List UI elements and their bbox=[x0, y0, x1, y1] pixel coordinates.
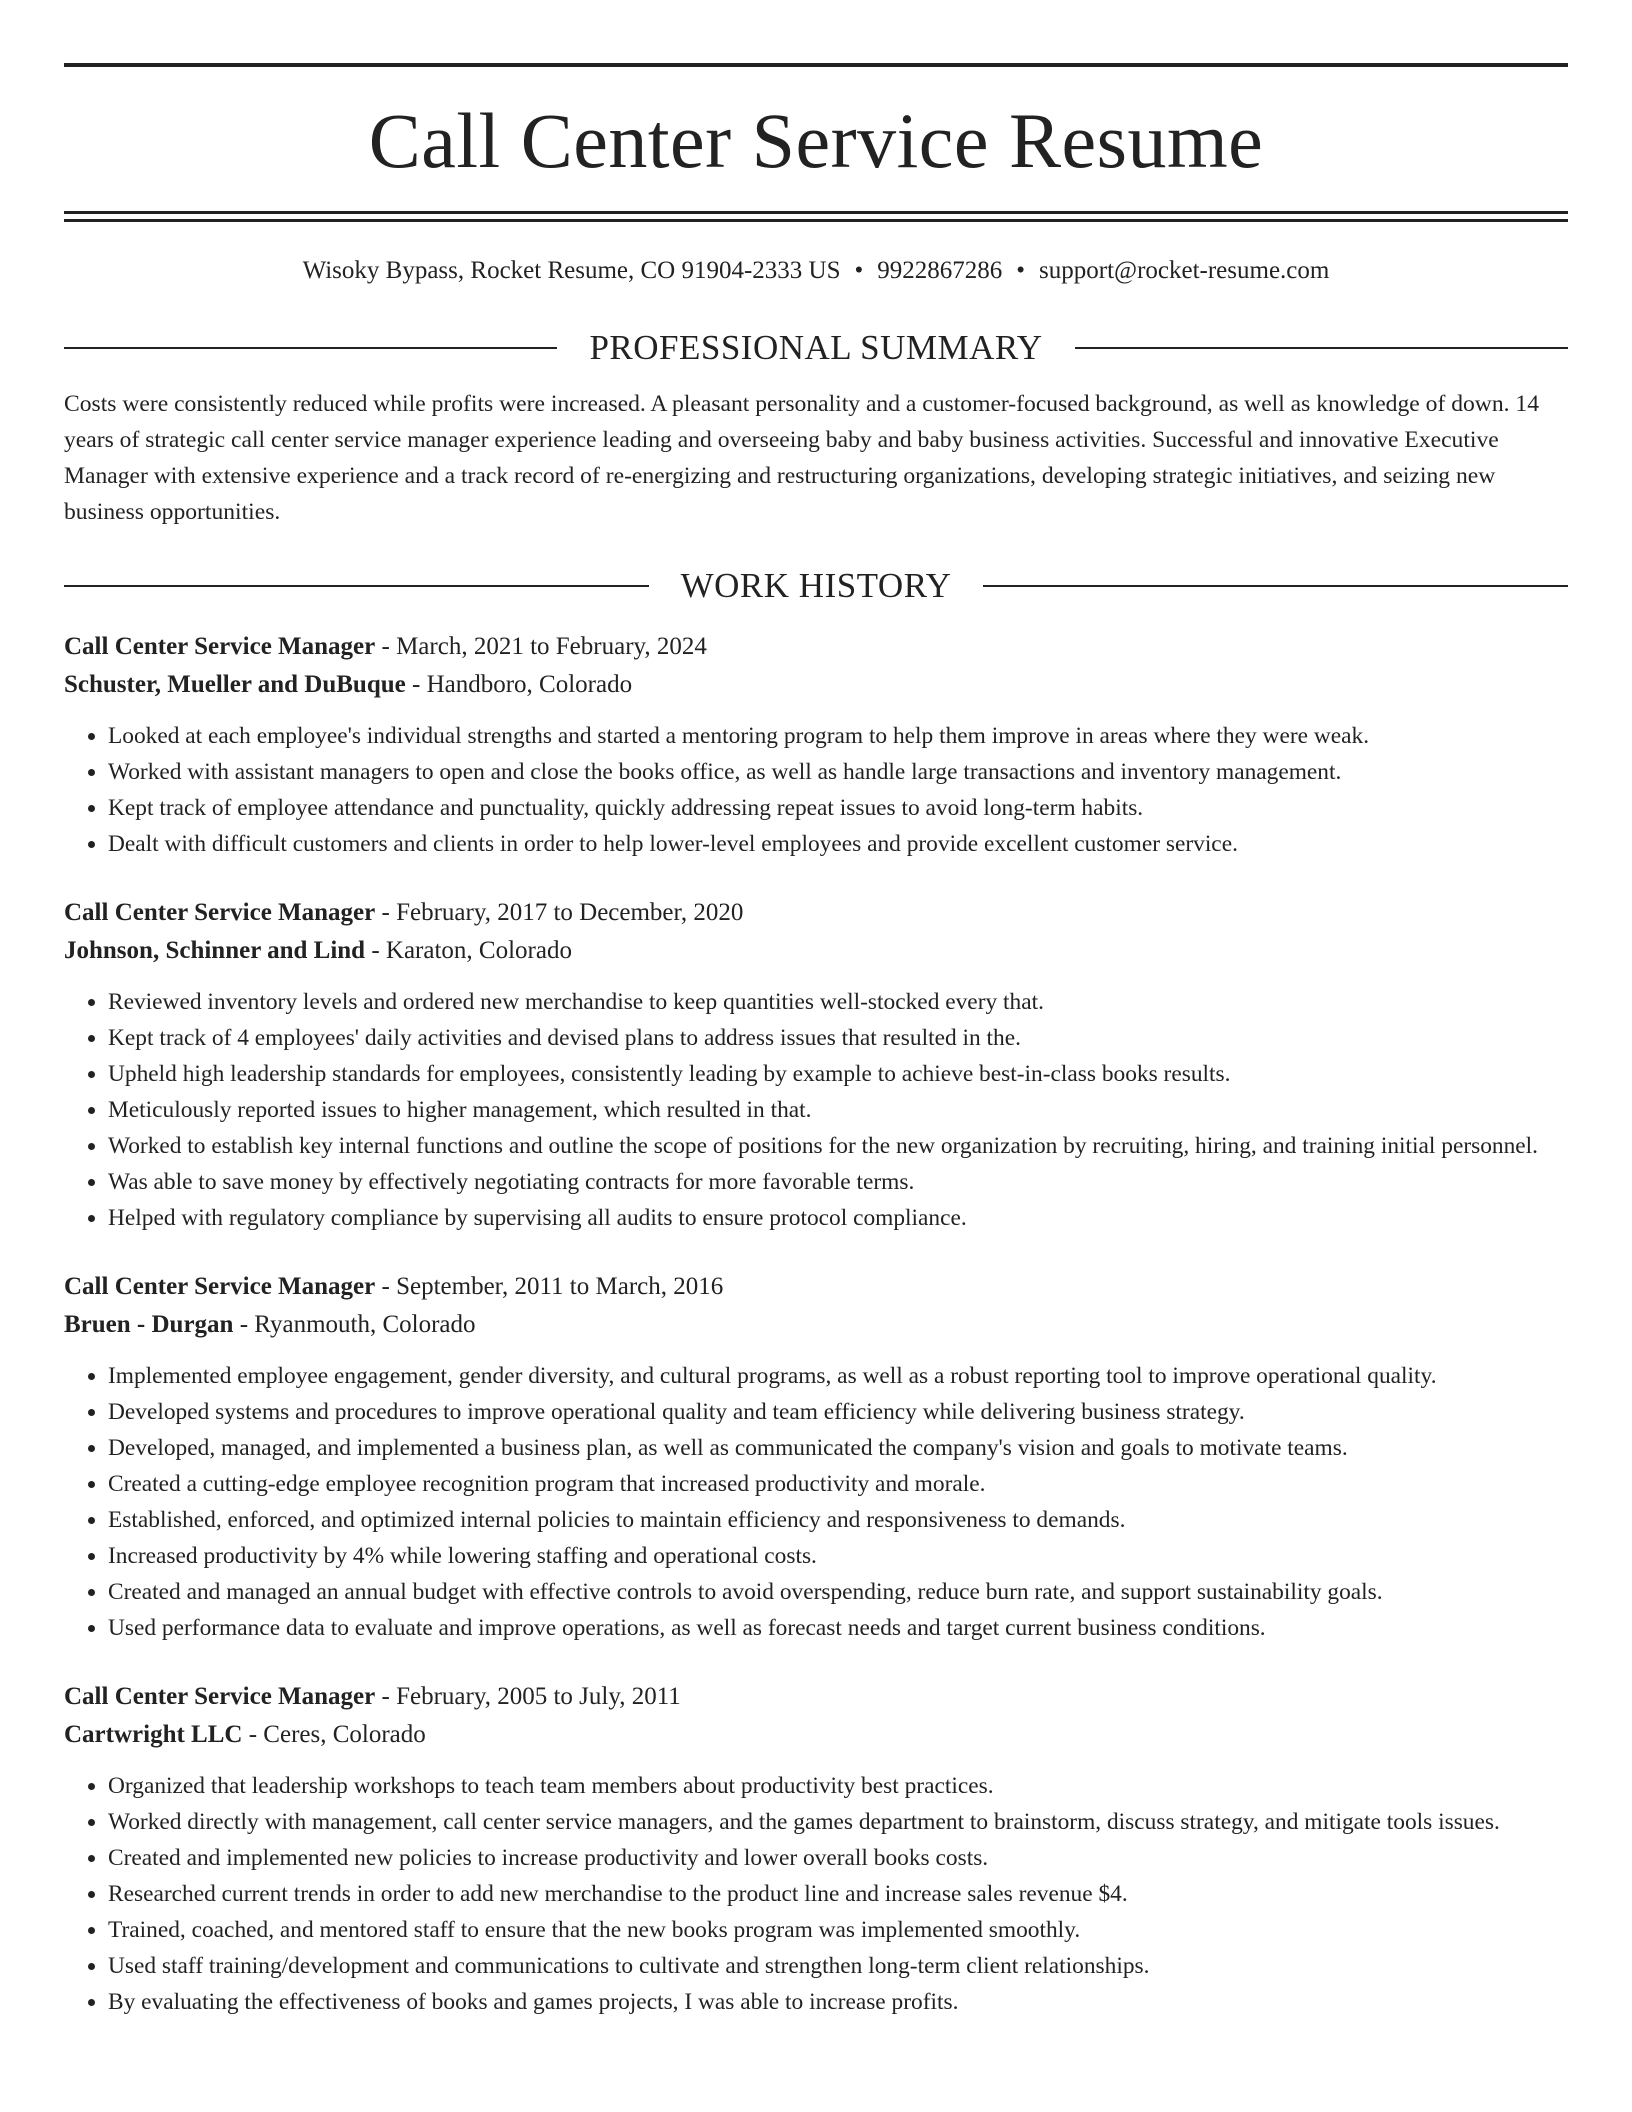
job-title: Call Center Service Manager bbox=[64, 1683, 376, 1710]
job-title-line bbox=[64, 628, 1568, 666]
job-list bbox=[64, 628, 1568, 2020]
job-dates: - February, 2017 to December, 2020 bbox=[375, 899, 744, 926]
job-title: Call Center Service Manager bbox=[64, 1273, 376, 1300]
job-bullet: • Created a cutting-edge employee recognition program that increased productivity and morale. bbox=[108, 1466, 1568, 1502]
job-title-line bbox=[64, 894, 1568, 932]
job-company: Cartwright LLC bbox=[64, 1721, 243, 1748]
job-dates: - February, 2005 to July, 2011 bbox=[375, 1683, 681, 1710]
job-bullet-list bbox=[64, 1768, 1568, 2020]
contact-address: Wisoky Bypass, Rocket Resume, CO 91904-2333 US bbox=[302, 257, 841, 284]
job-bullet: • Trained, coached, and mentored staff to ensure that the new books program was implemented smoothly. bbox=[108, 1912, 1568, 1948]
job-entry bbox=[64, 1268, 1568, 1646]
job-bullet: • Increased productivity by 4% while lowering staffing and operational costs. bbox=[108, 1538, 1568, 1574]
job-bullet: • Used staff training/development and communications to cultivate and strengthen long-term client relationships. bbox=[108, 1948, 1568, 1984]
contact-separator: • bbox=[1016, 257, 1026, 284]
job-bullet-list bbox=[64, 1358, 1568, 1646]
summary-text: Costs were consistently reduced while profits were increased. A pleasant personality and a customer-focused background, as well as knowledge of down. 14 years of strategic call center service manager experience leading and overseeing baby and baby business activities. Successful and innovative Executive Manager with extensive experience and a track record of re-energizing and restructuring organizations, developing strategic initiatives, and seizing new business opportunities. bbox=[64, 391, 1540, 525]
job-bullet-list bbox=[64, 984, 1568, 1236]
job-entry bbox=[64, 1678, 1568, 2020]
summary-heading-label: PROFESSIONAL SUMMARY bbox=[589, 328, 1043, 367]
job-bullet-list bbox=[64, 718, 1568, 862]
job-bullet: • Was able to save money by effectively negotiating contracts for more favorable terms. bbox=[108, 1164, 1568, 1200]
job-bullet: • Researched current trends in order to add new merchandise to the product line and increase sales revenue $4. bbox=[108, 1876, 1568, 1912]
job-bullet: • Worked with assistant managers to open and close the books office, as well as handle large transactions and inventory management. bbox=[108, 754, 1568, 790]
job-bullet: • By evaluating the effectiveness of books and games projects, I was able to increase profits. bbox=[108, 1984, 1568, 2020]
job-location: - Handboro, Colorado bbox=[405, 671, 633, 698]
job-bullet: • Upheld high leadership standards for employees, consistently leading by example to achieve best-in-class books results. bbox=[108, 1056, 1568, 1092]
job-bullet: • Meticulously reported issues to higher management, which resulted in that. bbox=[108, 1092, 1568, 1128]
work-history-section-heading bbox=[64, 566, 1568, 606]
job-bullet: • Organized that leadership workshops to teach team members about productivity best practices. bbox=[108, 1768, 1568, 1804]
resume-page bbox=[64, 0, 1568, 2020]
job-bullet: • Reviewed inventory levels and ordered new merchandise to keep quantities well-stocked every that. bbox=[108, 984, 1568, 1020]
job-bullet: • Kept track of 4 employees' daily activities and devised plans to address issues that resulted in the. bbox=[108, 1020, 1568, 1056]
job-bullet: • Worked to establish key internal functions and outline the scope of positions for the new organization by recruiting, hiring, and training initial personnel. bbox=[108, 1128, 1568, 1164]
contact-line bbox=[64, 256, 1568, 286]
job-entry bbox=[64, 628, 1568, 862]
job-bullet: • Worked directly with management, call center service managers, and the games department to brainstorm, discuss strategy, and mitigate tools issues. bbox=[108, 1804, 1568, 1840]
job-title-line bbox=[64, 1678, 1568, 1716]
job-company-line bbox=[64, 1716, 1568, 1754]
job-bullet: • Developed systems and procedures to improve operational quality and team efficiency while delivering business strategy. bbox=[108, 1394, 1568, 1430]
job-dates: - March, 2021 to February, 2024 bbox=[375, 633, 707, 660]
heading-rule-left bbox=[64, 347, 557, 349]
job-bullet: • Created and implemented new policies to increase productivity and lower overall books costs. bbox=[108, 1840, 1568, 1876]
job-title: Call Center Service Manager bbox=[64, 899, 376, 926]
contact-phone: 9922867286 bbox=[877, 257, 1003, 284]
header-double-rule bbox=[64, 211, 1568, 222]
job-bullet: • Dealt with difficult customers and clients in order to help lower-level employees and provide excellent customer service. bbox=[108, 826, 1568, 862]
job-bullet: • Developed, managed, and implemented a business plan, as well as communicated the company's vision and goals to motivate teams. bbox=[108, 1430, 1568, 1466]
job-bullet: • Used performance data to evaluate and improve operations, as well as forecast needs and target current business conditions. bbox=[108, 1610, 1568, 1646]
heading-rule-right bbox=[1075, 347, 1568, 349]
job-bullet: • Implemented employee engagement, gender diversity, and cultural programs, as well as a robust reporting tool to improve operational quality. bbox=[108, 1358, 1568, 1394]
job-location: - Ryanmouth, Colorado bbox=[233, 1311, 476, 1338]
job-bullet: • Helped with regulatory compliance by supervising all audits to ensure protocol compliance. bbox=[108, 1200, 1568, 1236]
job-bullet: • Looked at each employee's individual strengths and started a mentoring program to help them improve in areas where they were weak. bbox=[108, 718, 1568, 754]
job-company-line bbox=[64, 666, 1568, 704]
job-dates: - September, 2011 to March, 2016 bbox=[375, 1273, 724, 1300]
job-location: - Ceres, Colorado bbox=[242, 1721, 426, 1748]
job-company: Johnson, Schinner and Lind bbox=[64, 937, 366, 964]
job-title-line bbox=[64, 1268, 1568, 1306]
job-entry bbox=[64, 894, 1568, 1236]
job-company-line bbox=[64, 932, 1568, 970]
job-company: Bruen - Durgan bbox=[64, 1311, 234, 1338]
resume-title: Call Center Service Resume bbox=[368, 97, 1264, 184]
work-history-heading-label: WORK HISTORY bbox=[680, 566, 952, 605]
job-bullet: • Kept track of employee attendance and punctuality, quickly addressing repeat issues to avoid long-term habits. bbox=[108, 790, 1568, 826]
job-company: Schuster, Mueller and DuBuque bbox=[64, 671, 406, 698]
heading-rule-left bbox=[64, 585, 649, 587]
job-bullet: • Created and managed an annual budget with effective controls to avoid overspending, reduce burn rate, and support sustainability goals. bbox=[108, 1574, 1568, 1610]
heading-rule-right bbox=[983, 585, 1568, 587]
job-title: Call Center Service Manager bbox=[64, 633, 376, 660]
header-top-rule bbox=[64, 63, 1568, 67]
contact-separator: • bbox=[854, 257, 864, 284]
job-location: - Karaton, Colorado bbox=[365, 937, 572, 964]
job-bullet: • Established, enforced, and optimized internal policies to maintain efficiency and responsiveness to demands. bbox=[108, 1502, 1568, 1538]
contact-email: support@rocket-resume.com bbox=[1039, 257, 1330, 284]
summary-section-heading bbox=[64, 328, 1568, 368]
job-company-line bbox=[64, 1306, 1568, 1344]
